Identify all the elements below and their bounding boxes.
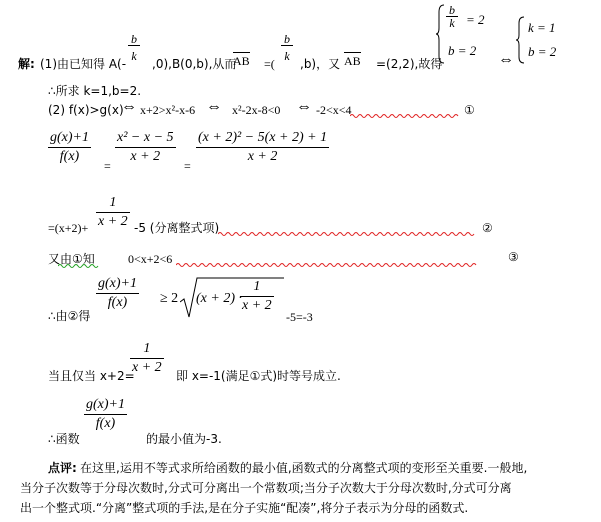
comment-line-1: 在这里,运用不等式求所给函数的最小值,函数式的分离整式项的变形至关重要.一般地, xyxy=(80,461,528,475)
expr2-suffix: -5 (分离整式项) xyxy=(134,221,220,235)
min-prefix: ∴函数 xyxy=(48,432,80,446)
after-frac2: ,b)，又 xyxy=(300,57,341,71)
circle-1: ① xyxy=(464,103,475,117)
solution-label: 解: xyxy=(18,57,35,71)
again-text: 又由①知 xyxy=(48,252,95,266)
circle-2: ② xyxy=(482,221,493,235)
circle-3: ③ xyxy=(508,250,519,264)
expr3-suffix: -5=-3 xyxy=(286,310,313,324)
comment-line-2: 当分子次数等于分母次数时,分式可分离出一个常数项;当分子次数大于分母次数时,分式可分离 xyxy=(20,481,512,495)
equal-suffix: 即 x=-1(满足①式)时等号成立. xyxy=(176,369,341,383)
expr3-sqrt-inner: (x + 2) · xyxy=(196,291,242,306)
sys1-fraction: b k xyxy=(446,4,458,29)
expr1-eq2: = xyxy=(184,159,191,173)
part2-iff2: ⇔ xyxy=(206,98,222,115)
expr2-fraction: 1 x + 2 xyxy=(98,195,128,229)
part2-range: -2<x<4 xyxy=(316,103,352,117)
left-brace-1 xyxy=(436,4,446,64)
expr3-sqrt-fraction: 1 x + 2 xyxy=(242,279,272,313)
result-line: ∴所求 k=1,b=2. xyxy=(48,84,142,98)
iff-arrow: ⇔ xyxy=(498,51,514,68)
sys2-line2: b = 2 xyxy=(528,44,557,59)
wavy-underline-2 xyxy=(218,231,476,236)
expr1-rhs-fraction: (x + 2)² − 5(x + 2) + 1 x + 2 xyxy=(198,130,328,164)
expr3-ge: ≥ 2 xyxy=(160,291,179,306)
sys1-line1-rhs: = 2 xyxy=(466,12,485,27)
wavy-underline-3 xyxy=(176,262,480,267)
sys2-line1: k = 1 xyxy=(528,20,556,35)
min-fraction: g(x)+1 f(x) xyxy=(86,397,125,431)
expr1-lhs-fraction: g(x)+1 f(x) xyxy=(50,130,89,164)
part2-iff3: ⇔ xyxy=(296,98,312,115)
wavy-underline-green xyxy=(58,263,100,268)
eq-paren-open: =( xyxy=(264,57,275,71)
part1-mid: ,0),B(0,b),从而 xyxy=(152,57,237,71)
again-range: 0<x+2<6 xyxy=(128,252,173,266)
wavy-underline-1 xyxy=(350,113,460,118)
part2-iff1: ⇔ xyxy=(121,98,137,115)
fraction2-b-over-k: b k xyxy=(281,33,293,62)
expr1-eq1: = xyxy=(104,159,111,173)
expr3-prefix: ∴由②得 xyxy=(48,309,91,323)
min-suffix: 的最小值为-3. xyxy=(146,432,222,446)
fraction-b-over-k: b k xyxy=(128,33,140,62)
sys1-line2: b = 2 xyxy=(448,43,477,58)
vector-ab: AB xyxy=(233,54,250,68)
expr1-mid-fraction: x² − x − 5 x + 2 xyxy=(117,130,174,164)
vector-ab-2: AB xyxy=(344,54,361,68)
part2-prefix: (2) f(x)>g(x) xyxy=(48,103,124,117)
equal-prefix: 当且仅当 x+2= xyxy=(48,369,135,383)
part2-ineq1: x+2>x²-x-6 xyxy=(140,103,196,117)
equal-fraction: 1 x + 2 xyxy=(132,341,162,375)
part2-ineq2: x²-2x-8<0 xyxy=(232,103,281,117)
eq-22: =(2,2),故得 xyxy=(376,57,443,71)
expr2-prefix: =(x+2)+ xyxy=(48,221,89,235)
comment-label: 点评: xyxy=(48,461,77,475)
comment-line-3: 出一个整式项.“分离”整式项的手法,是在分子实施“配凑”,将分子表示为分母的函数式. xyxy=(20,501,469,515)
part1-prefix: (1)由已知得 A(- xyxy=(40,57,127,71)
left-brace-2 xyxy=(516,16,526,64)
expr3-lhs-fraction: g(x)+1 f(x) xyxy=(98,276,137,310)
